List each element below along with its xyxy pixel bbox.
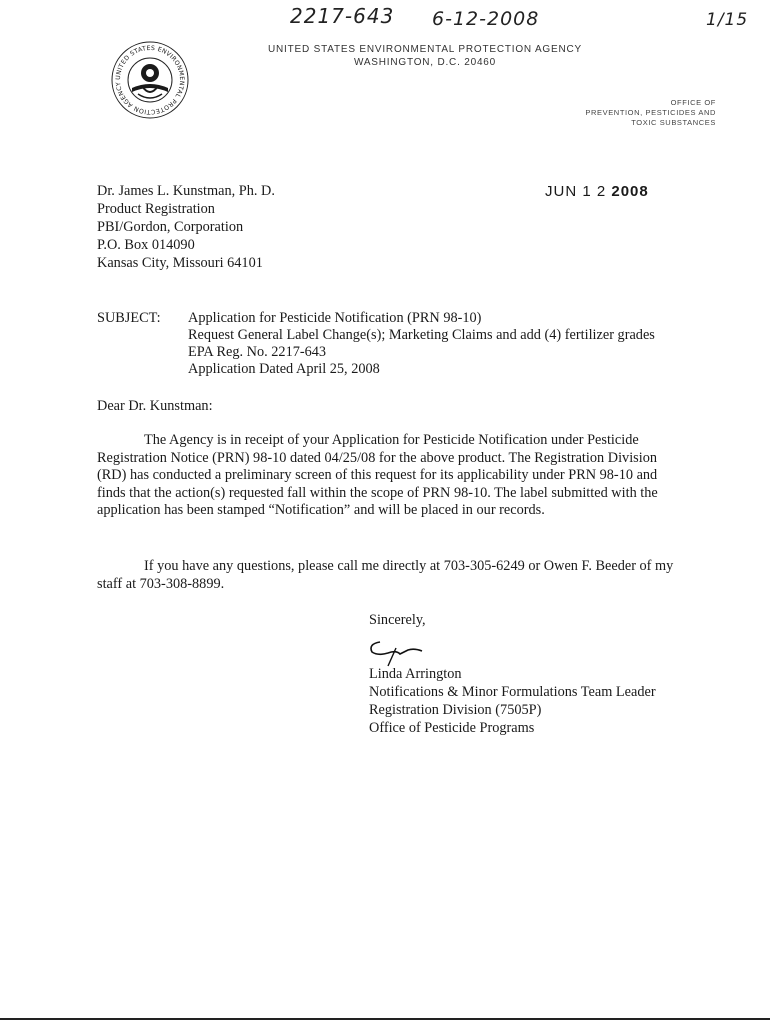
recipient-company: PBI/Gordon, Corporation (97, 219, 244, 235)
agency-name: UNITED STATES ENVIRONMENTAL PROTECTION AGENCY (268, 44, 582, 55)
subject-line-1: Application for Pesticide Notification (PRN 98-10) (188, 310, 482, 326)
office-line-3: TOXIC SUBSTANCES (631, 118, 716, 127)
subject-line-2: Request General Label Change(s); Marketing Claims and add (4) fertilizer grades (188, 327, 655, 343)
signatory-office: Office of Pesticide Programs (369, 720, 535, 736)
subject-line-3: EPA Reg. No. 2217-643 (188, 344, 327, 360)
signatory-division: Registration Division (7505P) (369, 702, 542, 718)
date-stamp-year: 2008 (611, 183, 649, 200)
epa-seal-logo (110, 40, 190, 120)
scan-edge-line (0, 1018, 770, 1020)
date-stamp (545, 183, 649, 200)
body-paragraph-1: The Agency is in receipt of your Application for Pesticide Notification under Pesticide Registration Notice (PRN) 98-10 dated 04/25/08 for the above product. The Registration Division (RD) has conducted a preliminary screen of this request for its applicability under PRN 98-10 and finds that the action(s) requested fall within the scope of PRN 98-10. The label submitted with the application has been stamped “Notification” and will be placed in our records. (97, 432, 658, 518)
handwritten-reg-number: 2217-643 (290, 4, 395, 28)
salutation: Dear Dr. Kunstman: (97, 398, 213, 414)
office-line-1: OFFICE OF (670, 98, 716, 107)
handwritten-signature (366, 636, 426, 670)
seal-text: UNITED STATES ENVIRONMENTAL PROTECTION AGENCY (114, 44, 186, 116)
office-line-2: PREVENTION, PESTICIDES AND (585, 108, 716, 117)
signatory-name: Linda Arrington (369, 666, 462, 682)
recipient-dept: Product Registration (97, 201, 215, 217)
body-paragraph-2: If you have any questions, please call me directly at 703-305-6249 or Owen F. Beeder of my staff at 703-308-8899. (97, 558, 674, 592)
recipient-city: Kansas City, Missouri 64101 (97, 255, 263, 271)
recipient-po-box: P.O. Box 014090 (97, 237, 195, 253)
recipient-name: Dr. James L. Kunstman, Ph. D. (97, 183, 275, 199)
closing: Sincerely, (369, 612, 426, 628)
handwritten-page-number: 1/15 (706, 10, 749, 30)
signatory-title: Notifications & Minor Formulations Team Leader (369, 684, 656, 700)
agency-city: WASHINGTON, D.C. 20460 (353, 57, 497, 68)
subject-label: SUBJECT: (97, 310, 161, 326)
date-stamp-month-day: JUN 1 2 (545, 183, 607, 200)
subject-line-4: Application Dated April 25, 2008 (188, 361, 380, 377)
handwritten-date: 6-12-2008 (432, 8, 540, 30)
